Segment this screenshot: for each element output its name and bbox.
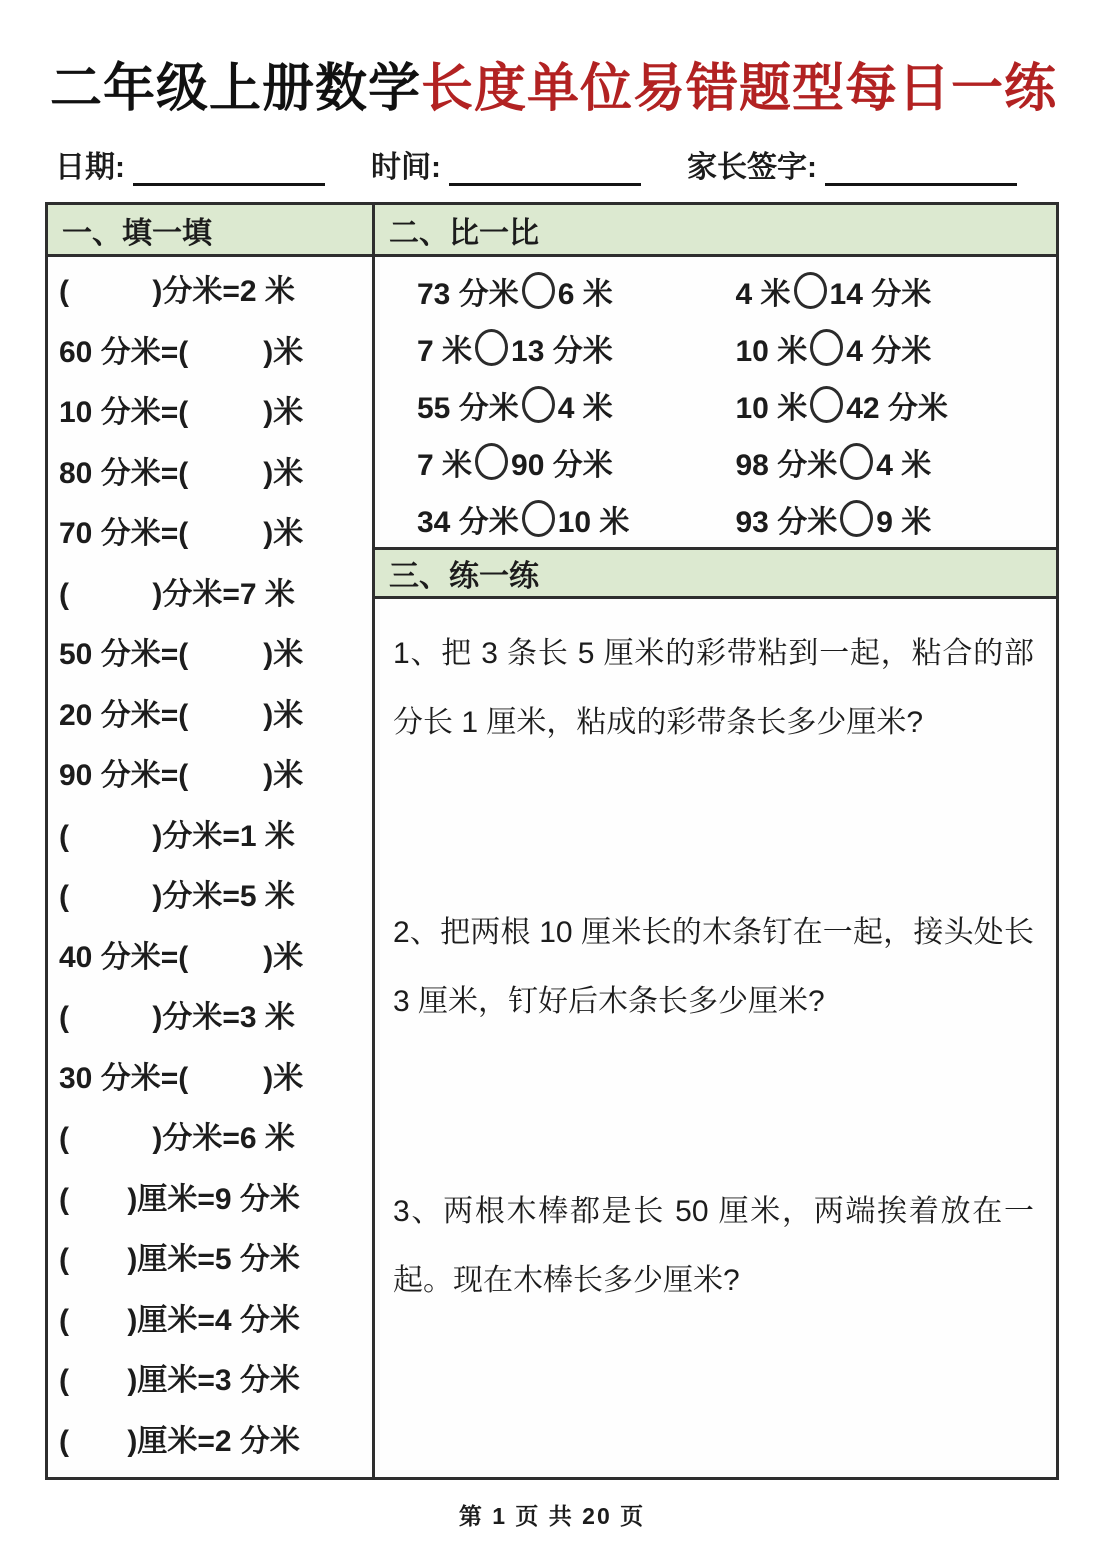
comparison-item [716,319,1057,376]
comparison-right: 6 米 [557,277,613,311]
parent-signature-field [687,142,1017,186]
comparison-circle [810,329,843,366]
section-header-compare: 二、比一比 [375,205,1056,257]
comparison-left: 10 米 [735,334,808,368]
comparison-left: 34 分米 [417,505,519,539]
title-topic: 长度单位易错题型每日一练 [421,60,1058,118]
practice-problem: 3、两根木棒都是长 50 厘米，两端挨着放在一起。现在木棒长多少厘米? [393,1195,1034,1297]
comparison-circle [794,272,827,309]
comparison-left: 98 分米 [735,448,838,482]
fill-item: 20 分米=( )米 [59,698,304,732]
comparison-left: 10 米 [735,391,808,425]
date-blank-line [133,148,325,186]
comparison-circle [475,329,508,366]
comparison-circle [522,386,555,423]
fill-item: 30 分米=( )米 [59,1061,304,1095]
comparison-circle [810,386,843,423]
practice-problem: 1、把 3 条长 5 厘米的彩带粘到一起，粘合的部分长 1 厘米，粘成的彩带条长多少厘米? [393,637,1034,739]
fill-item: ( )分米=3 米 [59,1001,295,1034]
parent-signature-label: 家长签字: [687,151,817,184]
meta-row [55,142,1055,186]
fill-item: ( )分米=5 米 [59,880,295,913]
fill-item: 70 分米=( )米 [59,517,304,550]
comparison-right: 10 米 [557,505,630,539]
time-field [371,142,641,186]
comparison-left: 7 米 [417,448,473,482]
comparison-left: 4 米 [735,277,791,311]
parent-signature-blank-line [825,148,1017,186]
page-title [50,46,1064,121]
fill-item: 80 分米=( )米 [59,456,304,490]
comparison-right: 13 分米 [511,334,613,368]
fill-item: 10 分米=( )米 [59,396,304,429]
compare-practice-column [375,205,1056,1477]
page-footer: 第 1 页 共 20 页 [458,1503,646,1529]
section-header-practice: 三、练一练 [375,547,1056,599]
fill-item: ( )分米=2 米 [59,275,295,308]
section-header-fill: 一、填一填 [48,205,372,257]
comparison-right: 9 米 [876,505,932,539]
fill-item: 50 分米=( )米 [59,638,304,671]
comparison-item [375,319,716,376]
fill-item: ( )厘米=4 分米 [59,1303,300,1337]
fill-item: ( )分米=6 米 [59,1122,295,1155]
comparison-right: 4 米 [876,448,932,482]
comparison-item [375,433,716,490]
fill-item: ( )厘米=9 分米 [59,1182,300,1216]
comparison-circle [522,500,555,537]
practice-problem-list [375,599,1056,1477]
fill-in-column [48,205,375,1477]
comparison-item [375,262,716,319]
comparison-grid [375,257,1056,547]
date-field [55,142,325,186]
title-grade-subject: 二年级上册数学 [50,60,422,118]
comparison-item [375,376,716,433]
comparison-left: 7 米 [417,334,473,368]
comparison-right: 90 分米 [511,448,613,482]
date-label: 日期: [55,151,125,184]
practice-problem: 2、把两根 10 厘米长的木条钉在一起，接头处长 3 厘米，钉好后木条长多少厘米? [393,916,1034,1018]
comparison-right: 4 分米 [846,334,932,368]
comparison-circle [475,443,508,480]
fill-item: ( )厘米=5 分米 [59,1243,300,1276]
fill-item: ( )厘米=3 分米 [59,1364,300,1397]
fill-item: ( )分米=1 米 [59,819,295,853]
comparison-right: 42 分米 [846,391,948,425]
fill-item: 60 分米=( )米 [59,335,304,369]
comparison-item [716,376,1057,433]
comparison-circle [840,500,873,537]
comparison-item [716,490,1057,547]
comparison-item [716,262,1057,319]
comparison-left: 55 分米 [417,391,519,425]
comparison-item [716,433,1057,490]
worksheet-table [45,202,1059,1480]
comparison-right: 4 米 [557,391,613,425]
comparison-item [375,490,716,547]
fill-item: ( )分米=7 米 [59,577,295,611]
fill-item: 40 分米=( )米 [59,940,304,974]
comparison-left: 73 分米 [417,277,519,311]
fill-item: 90 分米=( )米 [59,759,304,792]
fill-item-list [48,257,372,1477]
comparison-left: 93 分米 [735,505,838,539]
comparison-right: 14 分米 [829,277,932,311]
fill-item: ( )厘米=2 分米 [59,1424,300,1458]
time-label: 时间: [371,151,441,184]
comparison-circle [840,443,873,480]
comparison-circle [522,272,555,309]
time-blank-line [449,148,641,186]
